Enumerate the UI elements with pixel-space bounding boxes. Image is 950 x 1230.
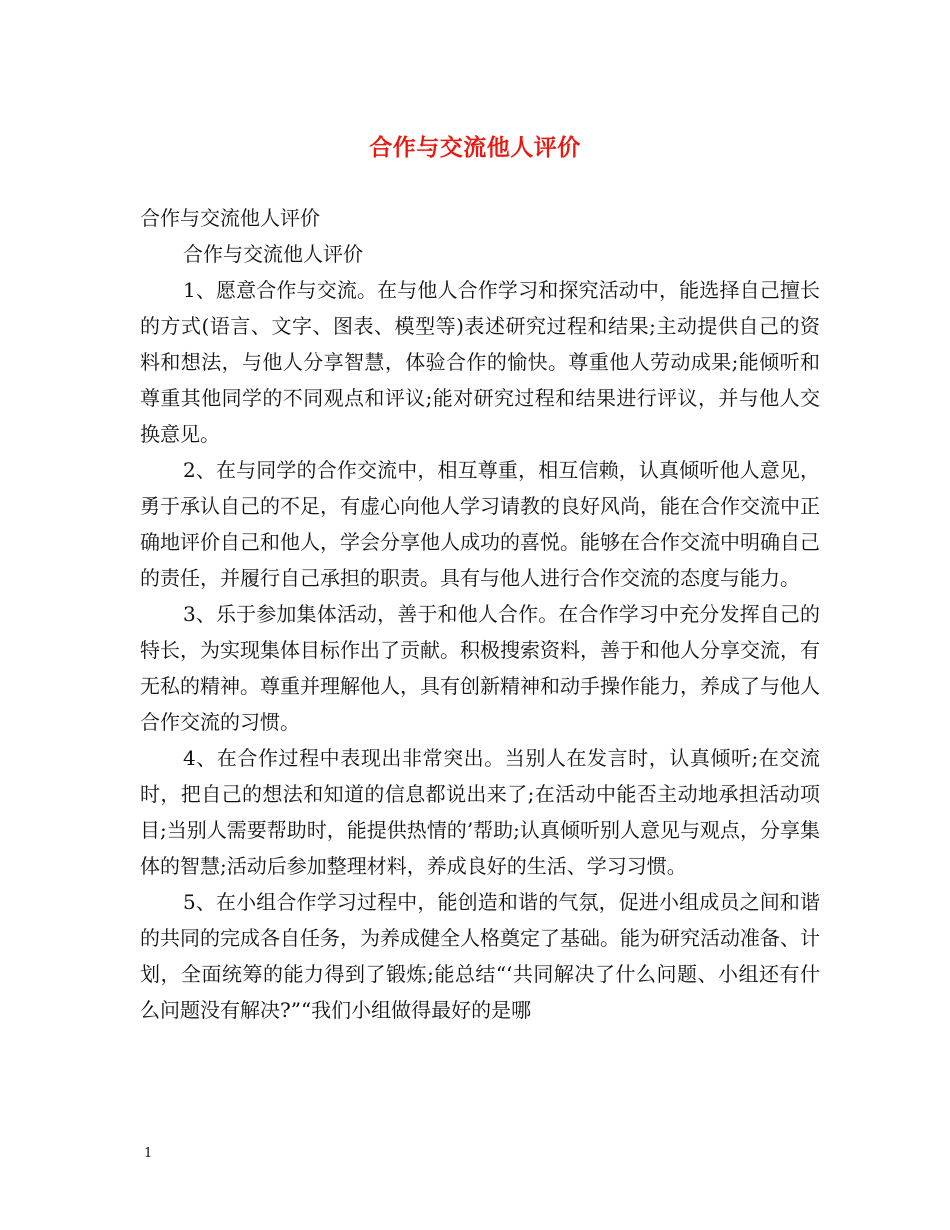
document-subtitle: 合作与交流他人评价 xyxy=(140,206,320,230)
document-body xyxy=(140,200,820,1028)
page-number: 1 xyxy=(144,1146,153,1161)
paragraph-1: 1、愿意合作与交流。在与他人合作学习和探究活动中，能选择自己擅长的方式(语言、文字、图表、模型等)表述研究过程和结果;主动提供自己的资料和想法，与他人分享智慧，体验合作的愉快。尊重他人劳动成果;能倾听和尊重其他同学的不同观点和评议;能对研究过程和结果进行评议，并与他人交换意见。 xyxy=(140,278,820,446)
paragraph-2: 2、在与同学的合作交流中，相互尊重，相互信赖，认真倾听他人意见，勇于承认自己的不足，有虚心向他人学习请教的良好风尚，能在合作交流中正确地评价自己和他人，学会分享他人成功的喜悦。能够在合作交流中明确自己的责任，并履行自己承担的职责。具有与他人进行合作交流的态度与能力。 xyxy=(140,458,820,590)
paragraph-3: 3、乐于参加集体活动，善于和他人合作。在合作学习中充分发挥自己的特长，为实现集体目标作出了贡献。积极搜索资料，善于和他人分享交流，有无私的精神。尊重并理解他人，具有创新精神和动手操作能力，养成了与他人合作交流的习惯。 xyxy=(140,602,820,734)
paragraph-4: 4、在合作过程中表现出非常突出。当别人在发言时，认真倾听;在交流时，把自己的想法和知道的信息都说出来了;在活动中能否主动地承担活动项目;当别人需要帮助时，能提供热情的’帮助;认真倾听别人意见与观点，分享集体的智慧;活动后参加整理材料，养成良好的生活、学习习惯。 xyxy=(140,746,820,878)
paragraph-5: 5、在小组合作学习过程中，能创造和谐的气氛，促进小组成员之间和谐的共同的完成各自任务，为养成健全人格奠定了基础。能为研究活动准备、计划，全面统筹的能力得到了锻炼;能总结“‘共同解决了什么问题、小组还有什么问题没有解决?”“我们小组做得最好的是哪 xyxy=(140,890,820,1022)
document-heading: 合作与交流他人评价 xyxy=(183,242,363,266)
document-title: 合作与交流他人评价 xyxy=(369,134,581,161)
